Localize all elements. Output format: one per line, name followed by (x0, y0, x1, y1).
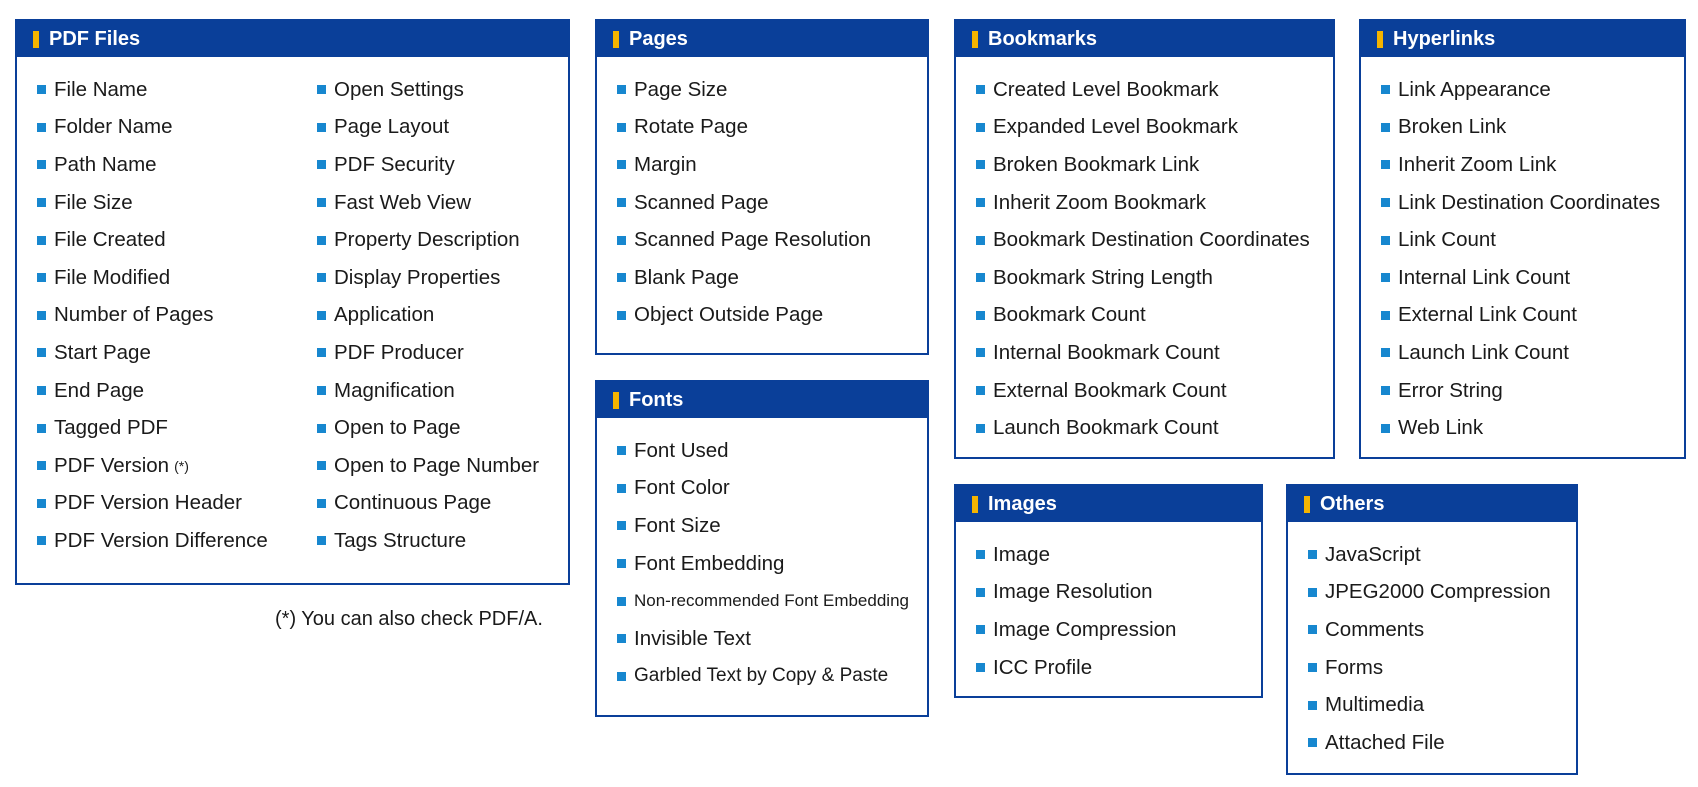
bullet-icon (1308, 663, 1317, 672)
others-header (1288, 486, 1576, 522)
list-item: Link Appearance (1381, 71, 1660, 109)
pdfa-footnote: (*) You can also check PDF/A. (275, 608, 543, 630)
bullet-icon (617, 85, 626, 94)
bullet-icon (976, 588, 985, 597)
bullet-icon (1308, 738, 1317, 747)
bullet-icon (976, 273, 985, 282)
bullet-icon (317, 123, 326, 132)
bullet-icon (976, 160, 985, 169)
bullet-icon (1381, 198, 1390, 207)
list-item: Open to Page (317, 409, 539, 447)
bullet-icon (37, 273, 46, 282)
list-item: Inherit Zoom Link (1381, 146, 1660, 184)
list-item: File Size (37, 184, 268, 222)
header-accent-bar (972, 31, 978, 48)
list-item: Property Description (317, 221, 539, 259)
pdf-files-col1 (37, 71, 268, 560)
list-item: Garbled Text by Copy & Paste (617, 658, 909, 696)
list-item: Forms (1308, 649, 1551, 687)
list-item: Bookmark Destination Coordinates (976, 221, 1310, 259)
list-item: Multimedia (1308, 686, 1551, 724)
hyperlinks-list (1381, 71, 1660, 447)
list-item: Link Destination Coordinates (1381, 184, 1660, 222)
bullet-icon (37, 424, 46, 433)
pages-panel (595, 19, 929, 355)
list-item: Open Settings (317, 71, 539, 109)
list-item: Blank Page (617, 259, 871, 297)
list-item: PDF Version (*) (37, 447, 268, 485)
list-item: Comments (1308, 611, 1551, 649)
list-item: Fast Web View (317, 184, 539, 222)
list-item: Folder Name (37, 109, 268, 147)
bullet-icon (1381, 273, 1390, 282)
bullet-icon (976, 123, 985, 132)
bullet-icon (976, 386, 985, 395)
images-title: Images (988, 492, 1057, 515)
bullet-icon (317, 386, 326, 395)
list-item: File Modified (37, 259, 268, 297)
list-item: Font Embedding (617, 545, 909, 583)
list-item: Created Level Bookmark (976, 71, 1310, 109)
pages-title: Pages (629, 27, 688, 50)
bullet-icon (1381, 348, 1390, 357)
list-item: Broken Bookmark Link (976, 146, 1310, 184)
fonts-title: Fonts (629, 388, 684, 411)
list-item: PDF Version Difference (37, 522, 268, 560)
list-item: Inherit Zoom Bookmark (976, 184, 1310, 222)
bullet-icon (1381, 160, 1390, 169)
others-panel (1286, 484, 1578, 775)
hyperlinks-title: Hyperlinks (1393, 27, 1496, 50)
bullet-icon (317, 273, 326, 282)
list-item: Scanned Page Resolution (617, 221, 871, 259)
others-title: Others (1320, 492, 1385, 515)
header-accent-bar (972, 496, 978, 513)
bullet-icon (37, 123, 46, 132)
bullet-icon (317, 499, 326, 508)
list-item: Link Count (1381, 221, 1660, 259)
bullet-icon (37, 236, 46, 245)
list-item: Font Used (617, 432, 909, 470)
list-item: External Bookmark Count (976, 372, 1310, 410)
bullet-icon (1308, 588, 1317, 597)
bookmarks-title: Bookmarks (988, 27, 1097, 50)
bullet-icon (976, 550, 985, 559)
list-item: PDF Security (317, 146, 539, 184)
list-item: Start Page (37, 334, 268, 372)
list-item: File Created (37, 221, 268, 259)
list-item: Object Outside Page (617, 297, 871, 335)
bullet-icon (317, 536, 326, 545)
bullet-icon (1308, 701, 1317, 710)
list-item: Internal Bookmark Count (976, 334, 1310, 372)
list-item: Rotate Page (617, 109, 871, 147)
images-panel (954, 484, 1263, 698)
list-item: External Link Count (1381, 297, 1660, 335)
bullet-icon (617, 672, 626, 681)
pdf-files-title: PDF Files (49, 27, 141, 50)
hyperlinks-panel (1359, 19, 1686, 459)
bullet-icon (317, 198, 326, 207)
bullet-icon (37, 160, 46, 169)
bullet-icon (317, 85, 326, 94)
fonts-header (597, 382, 927, 418)
header-accent-bar (33, 31, 39, 48)
pdf-version-mark: (*) (174, 457, 189, 474)
bullet-icon (976, 348, 985, 357)
list-item: Scanned Page (617, 184, 871, 222)
list-item: PDF Producer (317, 334, 539, 372)
bullet-icon (317, 236, 326, 245)
header-accent-bar (1304, 496, 1310, 513)
bullet-icon (617, 597, 626, 606)
images-header (956, 486, 1261, 522)
others-list (1308, 536, 1551, 762)
bullet-icon (1381, 386, 1390, 395)
hyperlinks-header (1361, 21, 1684, 57)
bullet-icon (317, 424, 326, 433)
list-item: Attached File (1308, 724, 1551, 762)
bullet-icon (1381, 123, 1390, 132)
bullet-icon (617, 311, 626, 320)
list-item: Font Size (617, 507, 909, 545)
bullet-icon (1308, 625, 1317, 634)
list-item: Web Link (1381, 409, 1660, 447)
list-item: Image (976, 536, 1176, 574)
list-item: Path Name (37, 146, 268, 184)
list-item: Non-recommended Font Embedding (617, 582, 909, 620)
bullet-icon (37, 461, 46, 470)
bullet-icon (617, 446, 626, 455)
bullet-icon (976, 625, 985, 634)
bullet-icon (37, 499, 46, 508)
list-item: Broken Link (1381, 109, 1660, 147)
fonts-panel (595, 380, 929, 717)
bullet-icon (1381, 311, 1390, 320)
pages-header (597, 21, 927, 57)
pages-list (617, 71, 871, 334)
bullet-icon (976, 663, 985, 672)
bullet-icon (37, 348, 46, 357)
bullet-icon (317, 461, 326, 470)
list-item: JPEG2000 Compression (1308, 574, 1551, 612)
list-item: Bookmark String Length (976, 259, 1310, 297)
bookmarks-panel (954, 19, 1335, 459)
bullet-icon (317, 348, 326, 357)
fonts-list (617, 432, 909, 695)
bookmarks-header (956, 21, 1333, 57)
list-item: Error String (1381, 372, 1660, 410)
images-list (976, 536, 1176, 686)
bullet-icon (37, 386, 46, 395)
bullet-icon (317, 160, 326, 169)
list-item: Open to Page Number (317, 447, 539, 485)
list-item: Image Resolution (976, 574, 1176, 612)
bullet-icon (37, 536, 46, 545)
list-item: Internal Link Count (1381, 259, 1660, 297)
list-item: Page Size (617, 71, 871, 109)
bullet-icon (617, 123, 626, 132)
list-item: Continuous Page (317, 485, 539, 523)
bullet-icon (976, 311, 985, 320)
pdf-files-panel (15, 19, 570, 585)
list-item: Font Color (617, 470, 909, 508)
list-item: ICC Profile (976, 649, 1176, 687)
list-item: Image Compression (976, 611, 1176, 649)
list-item: Invisible Text (617, 620, 909, 658)
list-item: Tagged PDF (37, 409, 268, 447)
list-item: Magnification (317, 372, 539, 410)
bullet-icon (1381, 236, 1390, 245)
bullet-icon (317, 311, 326, 320)
list-item: PDF Version Header (37, 485, 268, 523)
header-accent-bar (613, 392, 619, 409)
list-item: Application (317, 297, 539, 335)
list-item: Launch Bookmark Count (976, 409, 1310, 447)
pdf-files-col2 (317, 71, 539, 560)
bullet-icon (617, 559, 626, 568)
list-item: Launch Link Count (1381, 334, 1660, 372)
bullet-icon (976, 424, 985, 433)
bullet-icon (976, 85, 985, 94)
bullet-icon (1381, 85, 1390, 94)
bullet-icon (1308, 550, 1317, 559)
list-item: Page Layout (317, 109, 539, 147)
header-accent-bar (1377, 31, 1383, 48)
bullet-icon (617, 484, 626, 493)
bullet-icon (617, 634, 626, 643)
list-item: End Page (37, 372, 268, 410)
bullet-icon (37, 311, 46, 320)
bullet-icon (976, 198, 985, 207)
header-accent-bar (613, 31, 619, 48)
list-item: Expanded Level Bookmark (976, 109, 1310, 147)
bullet-icon (617, 521, 626, 530)
list-item: Bookmark Count (976, 297, 1310, 335)
list-item: Tags Structure (317, 522, 539, 560)
pdf-files-header (17, 21, 568, 57)
bullet-icon (617, 236, 626, 245)
bookmarks-list (976, 71, 1310, 447)
list-item: Display Properties (317, 259, 539, 297)
bullet-icon (617, 198, 626, 207)
list-item: JavaScript (1308, 536, 1551, 574)
bullet-icon (976, 236, 985, 245)
list-item: File Name (37, 71, 268, 109)
list-item: Number of Pages (37, 297, 268, 335)
bullet-icon (37, 198, 46, 207)
list-item: Margin (617, 146, 871, 184)
bullet-icon (1381, 424, 1390, 433)
bullet-icon (617, 160, 626, 169)
bullet-icon (617, 273, 626, 282)
bullet-icon (37, 85, 46, 94)
